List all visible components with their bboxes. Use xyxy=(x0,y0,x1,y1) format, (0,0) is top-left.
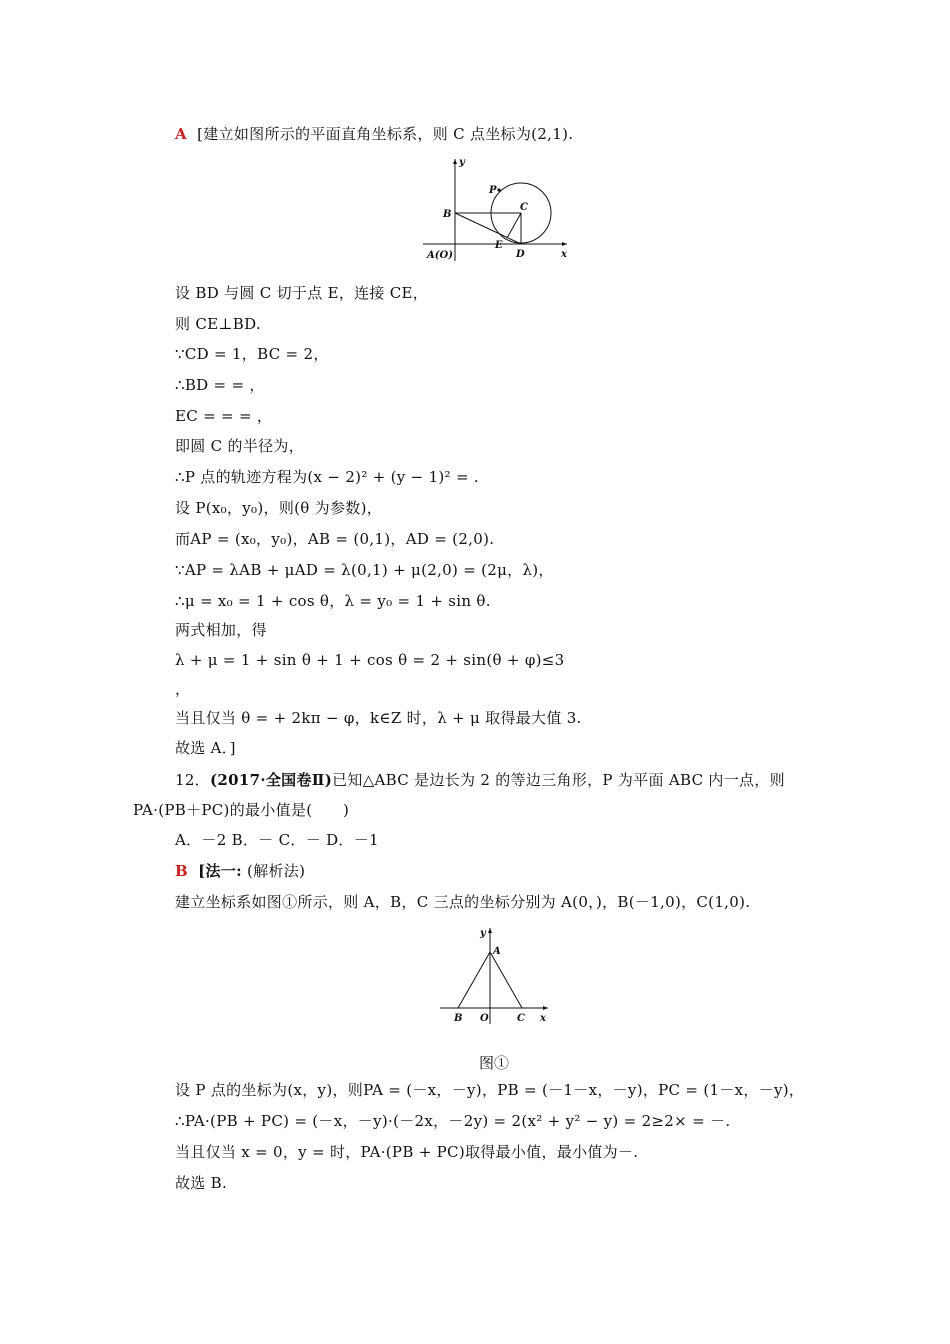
solution-line: 即圆 C 的半径为， xyxy=(175,437,305,455)
solution-intro-text: [建立如图所示的平面直角坐标系，则 C 点坐标为(2,1). xyxy=(197,125,574,143)
solution-line: 设 BD 与圆 C 切于点 E，连接 CE， xyxy=(175,284,429,302)
solution12-line: 当且仅当 x = 0，y = 时，PA·(PB + PC)取得最小值，最小值为－. xyxy=(175,1143,639,1161)
solution-line: 当且仅当 θ = + 2kπ − φ，k∈Z 时，λ + μ 取得最大值 3. xyxy=(175,709,582,727)
solution-line: ∴BD = = ， xyxy=(175,376,265,394)
solution12-line: 故选 B. xyxy=(175,1174,228,1192)
solution-line: 而AP = (x₀，y₀)，AB = (0,1)，AD = (2,0). xyxy=(175,530,495,548)
label-e: E xyxy=(495,240,503,251)
solution-line: 两式相加，得 xyxy=(175,621,267,639)
label-a: A xyxy=(493,946,501,957)
label-y: y xyxy=(480,928,486,939)
circle-coordinate-figure xyxy=(415,155,575,265)
method-label: [法一: xyxy=(198,862,242,880)
figure-caption: 图① xyxy=(479,1054,510,1072)
solution-line: ∵AP = λAB + μAD = λ(0,1) + μ(2,0) = (2μ，λ)， xyxy=(175,561,554,579)
label-b: B xyxy=(454,1013,463,1024)
y-axis-arrow xyxy=(453,159,457,164)
solution-intro-line xyxy=(175,124,573,144)
problem-stem-line1 xyxy=(175,770,785,790)
label-c: C xyxy=(517,1013,525,1024)
answer-letter: B xyxy=(175,862,188,880)
label-y: y xyxy=(459,157,465,168)
label-x: x xyxy=(540,1013,546,1024)
label-x: x xyxy=(561,249,567,260)
triangle-diagram xyxy=(436,922,556,1026)
x-axis-arrow xyxy=(543,1006,548,1010)
solution-line: 则 CE⊥BD. xyxy=(175,315,261,333)
solution-line: ∵CD = 1，BC = 2， xyxy=(175,345,329,363)
point-p xyxy=(497,188,500,191)
problem-options: A．－2 B．－ C．－ D．－1 xyxy=(175,831,379,849)
solution12-line: ∴PA·(PB + PC) = (－x，－y)·(－2x，－2y) = 2(x² + y² − y) = 2≥2× = －. xyxy=(175,1112,731,1130)
method-rest: (解析法) xyxy=(247,862,306,880)
x-axis-arrow xyxy=(562,242,567,246)
y-axis-arrow xyxy=(488,928,492,933)
solution12-header xyxy=(175,861,305,881)
solution-line: ， xyxy=(175,680,191,698)
label-d: D xyxy=(516,249,525,260)
solution-line: EC = = = ， xyxy=(175,407,273,425)
solution-line: ∴P 点的轨迹方程为(x − 2)² + (y − 1)² = . xyxy=(175,468,479,486)
solution12-line: 建立坐标系如图①所示，则 A，B，C 三点的坐标分别为 A(0，)，B(－1,0)，C(1,0). xyxy=(175,893,751,911)
segment-ce xyxy=(507,213,521,238)
problem-stem-line2: PA·(PB＋PC)的最小值是( ) xyxy=(133,801,350,819)
solution-line: 故选 A．] xyxy=(175,739,236,757)
label-p: P xyxy=(489,185,497,196)
solution-line: 设 P(x₀，y₀)，则(θ 为参数)， xyxy=(175,499,383,517)
problem-stem-text: 已知△ABC 是边长为 2 的等边三角形，P 为平面 ABC 内一点，则 xyxy=(332,771,785,789)
segment-bd xyxy=(455,213,521,244)
problem-number: 12． xyxy=(175,771,210,789)
problem-source: (2017·全国卷Ⅱ) xyxy=(210,771,333,789)
label-origin: A(O) xyxy=(427,250,453,261)
solution12-line: 设 P 点的坐标为(x，y)，则PA = (－x，－y)，PB = (－1－x，－y)，PC = (1－x，－y)， xyxy=(175,1081,805,1099)
solution-line: ∴μ = x₀ = 1 + cos θ，λ = y₀ = 1 + sin θ. xyxy=(175,592,491,610)
circle-diagram xyxy=(415,155,575,265)
label-c: C xyxy=(520,202,528,213)
label-o: O xyxy=(480,1013,489,1024)
triangle-coordinate-figure xyxy=(436,922,556,1026)
label-b: B xyxy=(443,209,452,220)
answer-letter: A xyxy=(175,125,187,143)
solution-line: λ + μ = 1 + sin θ + 1 + cos θ = 2 + sin(θ + φ)≤3 xyxy=(175,651,565,669)
